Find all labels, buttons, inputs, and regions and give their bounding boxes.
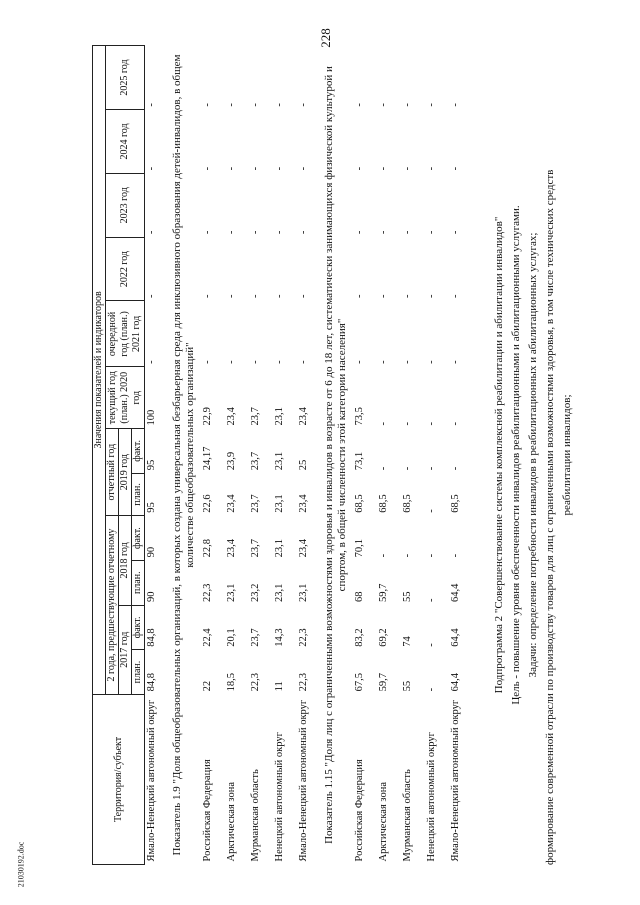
header-plan: план. — [132, 473, 145, 516]
table-cell: 22,3 — [298, 628, 309, 647]
page-number: 228 — [317, 28, 333, 48]
table-cell: 23,4 — [298, 494, 309, 513]
table-cell: - — [426, 360, 437, 364]
table-cell: - — [354, 166, 365, 171]
row-name: Ямало-Ненецкий автономный округ — [298, 699, 309, 862]
table-cell: 23,7 — [250, 407, 261, 426]
table-cell: - — [426, 294, 437, 298]
table-cell: - — [250, 166, 261, 171]
table-cell: - — [426, 103, 437, 107]
header-2022: 2022 год — [106, 237, 145, 301]
table-cell: - — [402, 466, 413, 471]
table-cell: - — [354, 103, 365, 107]
table-row — [249, 46, 273, 865]
table-cell: - — [226, 166, 237, 171]
indicator-title: Показатель 1.9 "Доля общеобразовательных организаций, в которых создана универсальная безбарьерная среда для инклюзивного образования детей-инвалидов, в общем количестве общеобразовательных организаций" — [171, 54, 196, 856]
table-cell: - — [402, 422, 413, 426]
table-cell: - — [250, 230, 261, 235]
table-cell: 68 — [354, 591, 365, 603]
table-cell: - — [250, 294, 261, 298]
table-cell: - — [146, 166, 157, 171]
table-cell: - — [450, 360, 461, 364]
table-cell: 22,3 — [250, 672, 261, 692]
table-cell: - — [274, 166, 285, 171]
table-cell: - — [426, 509, 437, 513]
table-cell: - — [146, 360, 157, 364]
table-cell: 23,1 — [274, 583, 285, 603]
table-cell: 84,8 — [146, 672, 157, 692]
header-2023: 2023 год — [106, 173, 145, 237]
table-cell: - — [354, 360, 365, 364]
indicator-section-title-row — [169, 46, 201, 865]
indicator-section-title-row — [321, 46, 353, 865]
table-cell: - — [354, 294, 365, 298]
header-2018: 2018 год — [119, 516, 132, 605]
table-cell: 22,3 — [202, 583, 213, 603]
table-cell: - — [426, 598, 437, 603]
page-content — [92, 45, 576, 865]
table-cell: - — [354, 230, 365, 235]
table-cell: 23,2 — [250, 583, 261, 603]
header-fact: факт. — [132, 516, 145, 561]
table-cell: 95 — [146, 502, 157, 513]
table-cell: - — [274, 360, 285, 364]
table-cell: 23,7 — [250, 494, 261, 513]
table-cell: 90 — [146, 546, 157, 558]
row-name: Мурманская область — [402, 769, 413, 862]
table-cell: - — [378, 103, 389, 107]
table-cell: - — [450, 103, 461, 107]
table-cell: - — [426, 553, 437, 558]
table-cell: - — [274, 230, 285, 235]
table-cell: 23,1 — [298, 583, 309, 603]
table-cell: 100 — [146, 409, 157, 426]
table-cell: 84,8 — [146, 628, 157, 647]
header-pre-reporting: 2 года, предшествующие отчетному — [106, 516, 119, 695]
table-cell: 23,1 — [274, 451, 285, 471]
table-cell: 22 — [202, 680, 213, 692]
table-cell: - — [426, 687, 437, 692]
table-cell: - — [426, 643, 437, 647]
table-cell: - — [146, 294, 157, 298]
table-cell: 64,4 — [450, 628, 461, 647]
table-row — [201, 46, 225, 865]
header-2017: 2017 год — [119, 605, 132, 694]
indicator-title: Показатель 1.15 "Доля лиц с ограниченными возможностями здоровья и инвалидов в возрасте от 6 до 18 лет, систематически занимающихся физической культурой и спортом, в общей численности этой категории населения" — [323, 66, 348, 844]
task2-line1: формирование современной отрасли по производству товаров для лиц с ограниченными возможностями здоровья, в том числе технических средств — [544, 169, 556, 865]
table-cell: 90 — [146, 591, 157, 603]
header-fact: факт. — [132, 429, 145, 474]
table-cell: - — [298, 166, 309, 171]
table-cell: 23,4 — [298, 539, 309, 558]
subprogram-title: Подпрограмма 2 "Совершенствование системы комплексной реабилитации и абилитации инвалидов" — [493, 216, 505, 694]
table-cell: - — [202, 230, 213, 235]
table-cell: - — [226, 230, 237, 235]
table-cell: 83,2 — [354, 628, 365, 647]
table-cell: 68,5 — [354, 494, 365, 513]
table-cell: - — [298, 230, 309, 235]
table-cell: 23,7 — [250, 451, 261, 471]
table-cell: - — [378, 166, 389, 171]
table-cell: - — [402, 360, 413, 364]
table-cell: 64,4 — [450, 583, 461, 603]
table-cell: - — [378, 422, 389, 426]
header-territory: Территория/субъект — [93, 694, 145, 864]
table-cell: - — [298, 103, 309, 107]
table-row — [425, 46, 449, 865]
row-name: Российская Федерация — [202, 759, 213, 862]
goal-text: Цель - повышение уровня обеспеченности инвалидов реабилитационными и абилитационными услугами. — [510, 205, 522, 705]
table-cell: 22,6 — [202, 494, 213, 513]
table-row — [353, 46, 377, 865]
file-name: 21030192.doc — [16, 841, 26, 888]
row-name: Ненецкий автономный округ — [274, 732, 285, 862]
table-cell: - — [426, 422, 437, 426]
table-cell: 11 — [274, 681, 285, 692]
header-next: очередной год (план.) 2021 год — [106, 301, 145, 367]
row-name: Ямало-Ненецкий автономный округ — [146, 699, 157, 862]
table-cell: - — [250, 360, 261, 364]
table-cell: 25 — [298, 459, 309, 471]
header-2025: 2025 год — [106, 46, 145, 110]
table-cell: 68,5 — [402, 494, 413, 513]
table-cell: 20,1 — [226, 628, 237, 647]
table-cell: - — [402, 294, 413, 298]
table-cell: - — [450, 166, 461, 171]
row-name: Ненецкий автономный округ — [426, 732, 437, 862]
tasks-text: Задачи: определение потребности инвалидов в реабилитационных и абилитационных услугах; — [527, 232, 539, 678]
table-cell: 59,7 — [378, 583, 389, 603]
table-cell: 23,9 — [226, 451, 237, 471]
table-row — [297, 46, 321, 865]
table-cell: 14,3 — [274, 628, 285, 647]
table-cell: - — [202, 294, 213, 298]
table-cell: - — [146, 230, 157, 235]
table-cell: 95 — [146, 459, 157, 471]
table-cell: - — [274, 294, 285, 298]
table-cell: - — [402, 166, 413, 171]
table-cell: - — [250, 103, 261, 107]
header-current: текущий год (план.) 2020 год — [106, 367, 145, 429]
table-cell: - — [378, 230, 389, 235]
table-cell: - — [426, 166, 437, 171]
table-cell: - — [378, 360, 389, 364]
header-reporting: отчетный год — [106, 429, 119, 516]
table-cell: - — [450, 294, 461, 298]
table-cell: - — [402, 553, 413, 558]
table-cell: 23,4 — [226, 539, 237, 558]
table-cell: 64,4 — [450, 672, 461, 692]
table-cell: - — [378, 294, 389, 298]
table-cell: 68,5 — [378, 494, 389, 513]
table-cell: 23,4 — [226, 407, 237, 426]
table-cell: 23,4 — [298, 407, 309, 426]
table-cell: 23,4 — [226, 494, 237, 513]
header-plan: план. — [132, 650, 145, 695]
table-cell: 24,17 — [202, 446, 213, 471]
indicators-table — [92, 45, 473, 865]
table-cell: 68,5 — [450, 494, 461, 513]
table-cell: - — [202, 103, 213, 107]
table-cell: - — [426, 466, 437, 471]
table-cell: - — [402, 230, 413, 235]
table-cell: - — [226, 103, 237, 107]
table-cell: - — [426, 230, 437, 235]
table-cell: 23,1 — [274, 539, 285, 558]
table-cell: 74 — [402, 636, 413, 647]
table-row — [449, 46, 473, 865]
table-cell: - — [298, 294, 309, 298]
table-cell: - — [450, 553, 461, 558]
table-cell: 22,4 — [202, 628, 213, 647]
table-cell: - — [202, 360, 213, 364]
header-plan: план. — [132, 560, 145, 605]
table-cell: 23,7 — [250, 539, 261, 558]
table-cell: 55 — [402, 680, 413, 692]
table-cell: 23,1 — [274, 407, 285, 426]
task2-line2: реабилитации инвалидов; — [561, 394, 573, 516]
table-cell: 22,3 — [298, 672, 309, 692]
table-cell: - — [450, 422, 461, 426]
table-cell: 73,1 — [354, 451, 365, 471]
table-cell: 67,5 — [354, 672, 365, 692]
table-cell: - — [226, 360, 237, 364]
row-name: Арктическая зона — [226, 781, 237, 862]
row-name: Российская Федерация — [354, 759, 365, 862]
table-cell: - — [402, 103, 413, 107]
table-cell: - — [450, 466, 461, 471]
table-cell: 18,5 — [226, 672, 237, 692]
header-2024: 2024 год — [106, 110, 145, 174]
table-cell: - — [274, 103, 285, 107]
table-row — [377, 46, 401, 865]
table-cell: 55 — [402, 591, 413, 603]
table-cell: 70,1 — [354, 539, 365, 558]
table-cell: 23,1 — [274, 494, 285, 513]
row-name: Мурманская область — [250, 769, 261, 862]
table-cell: - — [226, 294, 237, 298]
header-2019: 2019 год — [119, 429, 132, 516]
table-row — [401, 46, 425, 865]
table-cell: - — [202, 166, 213, 171]
table-cell: - — [450, 230, 461, 235]
table-cell: 22,8 — [202, 539, 213, 558]
table-row — [225, 46, 249, 865]
table-cell: - — [298, 360, 309, 364]
subprogram-text — [491, 45, 576, 865]
header-fact: факт. — [132, 605, 145, 650]
table-cell: 73,5 — [354, 407, 365, 426]
table-cell: 23,1 — [226, 583, 237, 603]
row-name: Арктическая зона — [378, 781, 389, 862]
table-cell: 22,9 — [202, 407, 213, 426]
header-values: Значения показателей и индикаторов — [93, 46, 106, 695]
table-cell: 69,2 — [378, 628, 389, 647]
table-row — [273, 46, 297, 865]
table-cell: - — [378, 466, 389, 471]
table-cell: 59,7 — [378, 672, 389, 692]
table-cell: - — [378, 553, 389, 558]
table-cell: 23,7 — [250, 628, 261, 647]
row-name: Ямало-Ненецкий автономный округ — [450, 699, 461, 862]
table-row — [145, 46, 170, 865]
table-cell: - — [146, 103, 157, 107]
